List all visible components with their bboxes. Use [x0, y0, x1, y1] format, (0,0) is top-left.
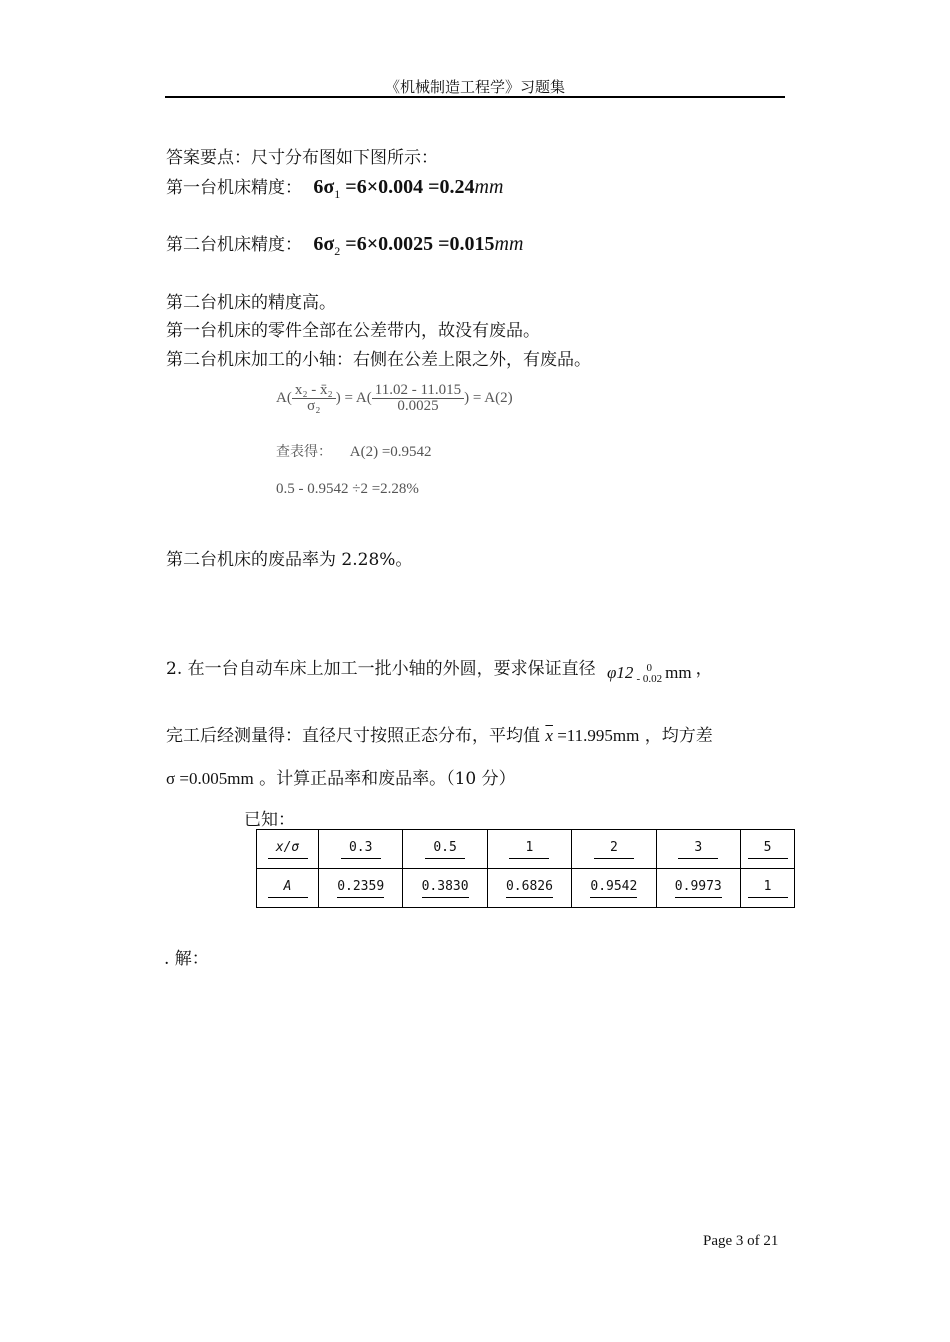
- machine2-formula: $6\sigma_2 =6\times 0.0025 =0.015mm$: [313, 233, 524, 258]
- answer-line-3: 第二台机床加工的小轴：右侧在公差上限之外，有废品。: [166, 350, 591, 370]
- equation-reject-rate: 0.5 - 0.9542 ÷2 =2.28%: [276, 481, 419, 497]
- problem2-line2: 完工后经测量得：直径尺寸按照正态分布，平均值 $\overline{x} =11.995mm$ ，均方差: [166, 726, 713, 746]
- machine2-label: 第二台机床精度：: [166, 235, 302, 255]
- mean-value: $\overline{x} =11.995mm$: [545, 726, 640, 745]
- diameter-spec: φ12 0 - 0.02 mm: [607, 662, 692, 686]
- answer-line-1: 第二台机床的精度高。: [166, 293, 336, 313]
- problem2-line3: σ =0.005mm 。计算正品率和废品率。（10 分）: [166, 769, 516, 789]
- page-number: Page 3 of 21: [703, 1233, 779, 1249]
- answer-line-2: 第一台机床的零件全部在公差带内，故没有废品。: [166, 321, 540, 341]
- equation-probability: A( $\frac{\text{x₂ - x̄₂}}{\text{σ₂}}$ ) = A( $\frac{11.02 - 11.015}{0.0025}$ ) = A(2): [276, 382, 513, 414]
- table-row: x/σ 0.3 0.5 1 2 3 5: [257, 830, 795, 869]
- sigma-value: σ =0.005mm: [166, 769, 254, 788]
- page-header-title: 《机械制造工程学》习题集: [384, 78, 565, 96]
- known-values-table: [256, 829, 795, 908]
- header-rule: [165, 96, 785, 98]
- table-row: A 0.2359 0.3830 0.6826 0.9542 0.9973 1: [257, 869, 795, 908]
- answer-conclusion: 第二台机床的废品率为 2.28%。: [166, 550, 413, 570]
- problem2-line1: 2. 在一台自动车床上加工一批小轴的外圆，要求保证直径 φ12 0 - 0.02 mm ，: [166, 659, 713, 686]
- machine1-precision: [166, 173, 503, 202]
- machine1-label: 第一台机床精度：: [166, 178, 302, 198]
- equation-lookup: 查表得： A(2) =0.9542: [276, 444, 432, 460]
- known-label: 已知：: [244, 810, 295, 830]
- answer-intro: 答案要点：尺寸分布图如下图所示：: [166, 148, 438, 168]
- solution-label: . 解：: [164, 949, 209, 969]
- machine2-precision: [166, 230, 523, 259]
- machine1-formula: $6\sigma_1 =6\times 0.004 =0.24mm$: [313, 176, 504, 201]
